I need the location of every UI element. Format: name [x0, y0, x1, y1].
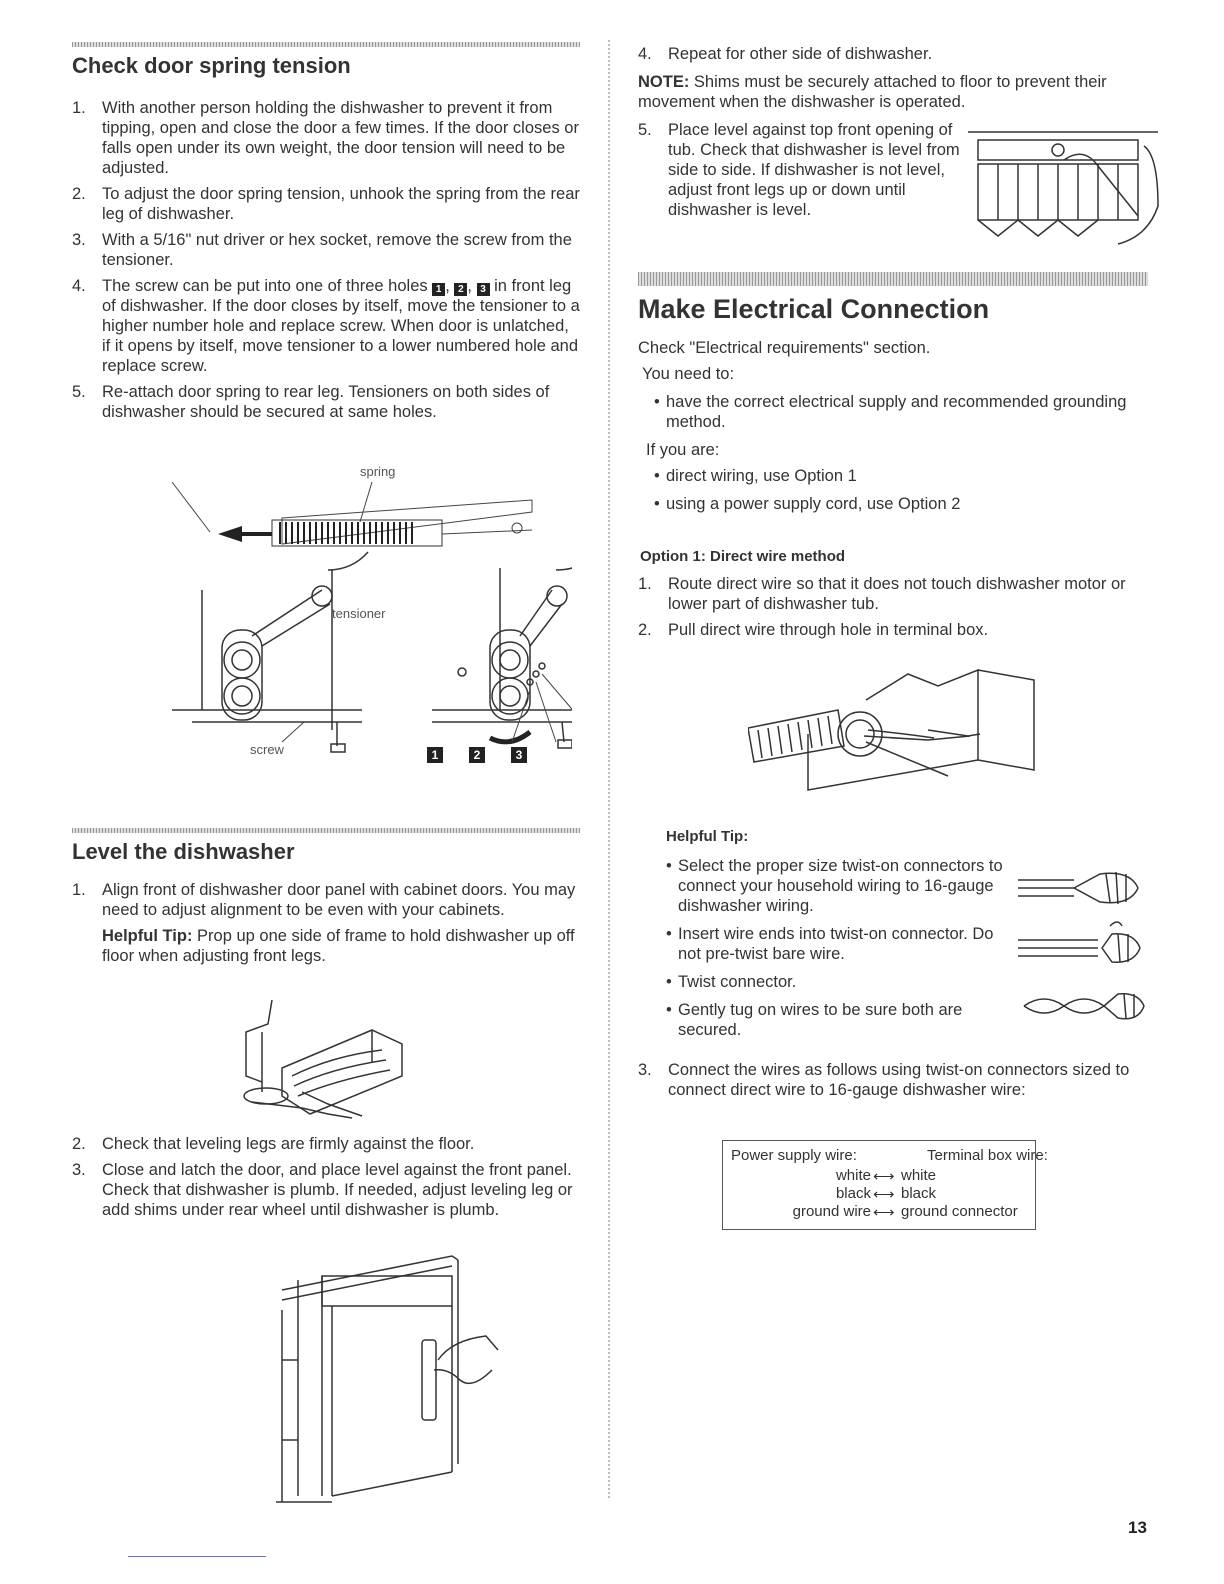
level-steps-right	[638, 44, 1158, 70]
table-cell: black	[901, 1185, 937, 1202]
door-steps	[72, 98, 580, 428]
list-item: 2. Pull direct wire through hole in terminal box.	[638, 621, 989, 639]
tub-level-illustration	[968, 126, 1160, 246]
dishwasher-plumb-illustration	[202, 1240, 522, 1510]
hole-3-icon: 3	[477, 283, 490, 296]
double-arrow-icon: ⟷	[873, 1186, 895, 1203]
note-paragraph: NOTE: Shims must be securely attached to floor to prevent their movement when the dishwasher is operated.	[638, 73, 1107, 111]
twist-connector-illustrations	[1014, 866, 1150, 1046]
list-item: 1. Route direct wire so that it does not touch dishwasher motor or lower part of dishwasher tub.	[638, 575, 1126, 613]
footer-line	[128, 1556, 266, 1557]
table-cell: ground wire	[792, 1203, 871, 1220]
list-item: • using a power supply cord, use Option 2	[638, 494, 1138, 514]
list-item: • Twist connector.	[650, 972, 1020, 992]
section-title-level: Level the dishwasher	[72, 839, 295, 864]
list-item: 1. Align front of dishwasher door panel with cabinet doors. You may need to adjust alignment to be even with your cabinets. Helpful Tip: Prop up one side of frame to hold dishwasher up off floor when adjusting front legs.	[72, 881, 576, 965]
page-number: 13	[1128, 1518, 1147, 1537]
double-arrow-icon: ⟷	[873, 1204, 895, 1221]
option1-steps	[638, 574, 1148, 646]
list-item: 2. Check that leveling legs are firmly against the floor.	[72, 1135, 475, 1153]
double-arrow-icon: ⟷	[873, 1168, 895, 1185]
list-item: 3. Connect the wires as follows using twist-on connectors sized to connect direct wire to 16-gauge dishwasher wire:	[638, 1061, 1130, 1099]
section-rule	[72, 42, 580, 47]
list-item: • Gently tug on wires to be sure both are secured.	[650, 1000, 1020, 1040]
table-header-right: Terminal box wire:	[927, 1147, 1048, 1164]
list-item: • have the correct electrical supply and recommended grounding method.	[638, 392, 1138, 432]
level-steps-continued	[72, 1134, 580, 1226]
section-title-check-door: Check door spring tension	[72, 53, 351, 78]
tensioner-label: tensioner	[332, 606, 386, 621]
leveling-leg-illustration	[232, 996, 432, 1126]
list-item: • direct wiring, use Option 1	[638, 466, 1138, 486]
list-item: 4. The screw can be put into one of three holes 1 , 2 , 3 in front leg of dishwasher. If the door closes by itself, move the tensioner to a higher number hole and replace screw. When door is unlatched, if it opens by itself, move tensioner to a lower numbered hole and replace screw.	[72, 277, 580, 375]
check-requirements: Check "Electrical requirements" section.	[638, 339, 931, 357]
list-item: 4. Repeat for other side of dishwasher.	[638, 45, 933, 63]
if-you-are: If you are:	[646, 441, 720, 459]
terminal-box-illustration	[748, 650, 1038, 800]
screw-label: screw	[250, 742, 284, 757]
hole-2-icon: 2	[454, 283, 467, 296]
table-cell: black	[835, 1185, 871, 1202]
hole-1-icon: 1	[427, 747, 443, 763]
list-item: 1. With another person holding the dishwasher to prevent it from tipping, open and close the door a few times. If the door closes or falls open under its own weight, the door tension will need to be adjusted.	[72, 99, 579, 177]
list-item: 2. To adjust the door spring tension, unhook the spring from the rear leg of dishwasher.	[72, 185, 580, 223]
section-rule	[72, 828, 580, 833]
hole-2-icon: 2	[469, 747, 485, 763]
section-rule	[638, 272, 1148, 286]
list-item: 3. Close and latch the door, and place level against the front panel. Check that dishwasher is plumb. If needed, adjust leveling leg or add shims under rear wheel until dishwasher is plumb.	[72, 1161, 573, 1219]
list-item: • Select the proper size twist-on connectors to connect your household wiring to 16-gauge dishwasher wiring.	[650, 856, 1020, 916]
hole-3-icon: 3	[511, 747, 527, 763]
spring-tensioner-illustration	[132, 460, 572, 770]
list-item: 5. Re-attach door spring to rear leg. Tensioners on both sides of dishwasher should be secured at same holes.	[72, 383, 550, 421]
table-header-left: Power supply wire:	[731, 1147, 857, 1164]
level-steps	[72, 880, 580, 972]
table-cell: white	[901, 1167, 937, 1184]
spring-label: spring	[360, 464, 396, 479]
tips-list	[650, 856, 1020, 1046]
option1-title: Option 1: Direct wire method	[640, 548, 846, 565]
list-item: 5. Place level against top front opening of tub. Check that dishwasher is level from side to side. If dishwasher is not level, adjust front legs up or down until dishwasher is level.	[638, 121, 960, 219]
table-cell: ground connector	[901, 1203, 1018, 1220]
list-item: • Insert wire ends into twist-on connector. Do not pre-twist bare wire.	[650, 924, 1020, 964]
you-need-to: You need to:	[642, 365, 735, 383]
table-cell: white	[835, 1167, 871, 1184]
level-step-5	[638, 120, 968, 226]
list-item: 3. With a 5/16" nut driver or hex socket, remove the screw from the tensioner.	[72, 231, 572, 269]
column-divider	[608, 40, 610, 1500]
option1-step3	[638, 1060, 1148, 1106]
helpful-tip-title: Helpful Tip:	[666, 828, 749, 845]
wire-connection-table	[722, 1140, 1048, 1230]
section-title-electrical: Make Electrical Connection	[638, 294, 990, 324]
hole-markers	[427, 745, 527, 763]
hole-1-icon: 1	[432, 283, 445, 296]
